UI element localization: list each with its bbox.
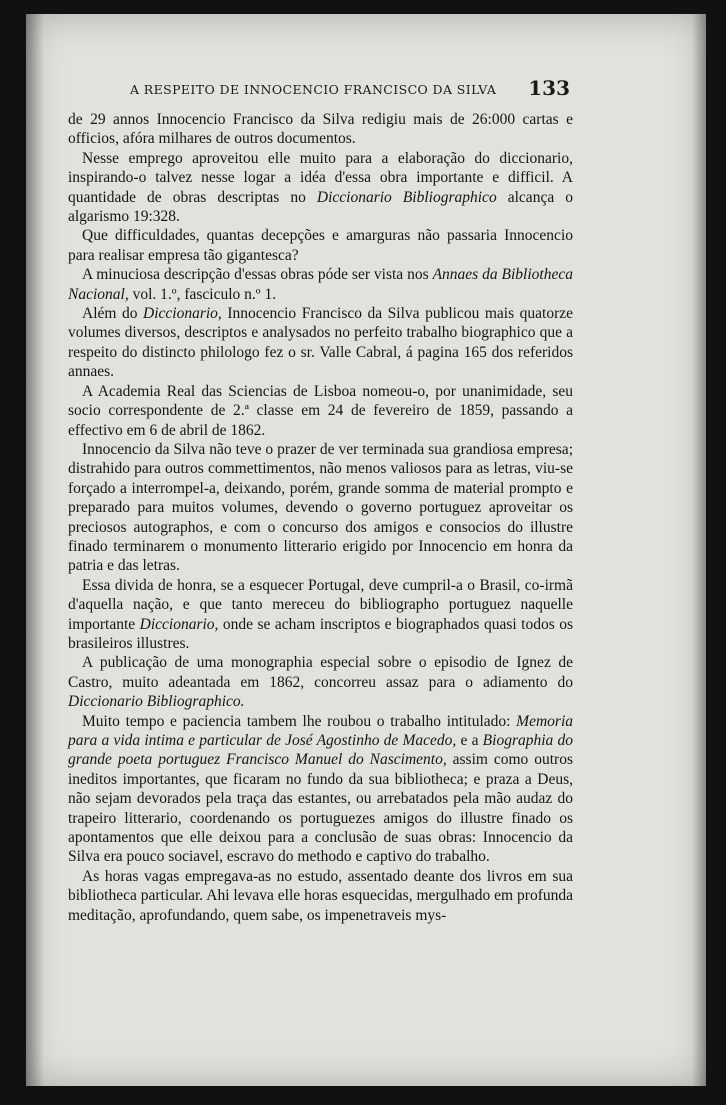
italic-title: Diccionario Bibliographico <box>316 188 497 206</box>
italic-title: Annaes da Bibliotheca Nacional, <box>68 266 573 303</box>
paragraph <box>68 382 573 440</box>
paragraph <box>68 867 573 925</box>
text-run: onde se acham inscriptos e biographados quasi todos os brasileiros illustres. <box>68 615 573 652</box>
text-run: As horas vagas empregava-as no estudo, assentado deante dos livros em sua bibliotheca particular. Ahi levava elle horas esquecidas, mergulhado em profunda meditação, aprofundando, quem sabe, os impenetraveis mys- <box>68 867 573 924</box>
paragraph <box>68 110 573 149</box>
text-run: e a <box>456 732 483 749</box>
paragraph <box>68 265 573 304</box>
text-run: vol. 1.º, fasciculo n.º 1. <box>128 285 277 303</box>
paragraph <box>68 226 573 265</box>
text-run: Além do <box>82 305 144 323</box>
text-run: assim como outros ineditos importantes, que ficaram no fundo da sua bibliotheca; e praza a Deus, não sejam devorados pela traça das estantes, ou arrebatados pela mão audaz do trapeiro litterario, coordenando os portuguezes amigos do illustre finado os apontamentos que elle deixou para a conclusão de suas obras: Innocencio da Silva era pouco sociavel, escravo do methodo e captivo do trabalho. <box>68 751 573 866</box>
paragraph <box>68 576 573 654</box>
page-header <box>130 76 570 100</box>
text-run: de 29 annos Innocencio Francisco da Silva redigiu mais de 26:000 cartas e officios, afóra milhares de outros documentos. <box>68 111 573 148</box>
text-run: A publicação de uma monographia especial sobre o episodio de Ignez de Castro, muito adeantada em 1862, concorreu assaz para o adiamento do <box>68 654 573 691</box>
italic-title: Diccionario, <box>143 305 222 323</box>
text-run: Innocencio da Silva não teve o prazer de ver terminada sua grandiosa empresa; distrahido para outros commettimentos, não menos valiosos para as letras, viu-se forçado a interrompel-a, deixando, porém, grande somma de material prompto e preparado para muitos volumes, devendo o governo portuguez aproveitar os preciosos autographos, e com o concurso dos amigos e consocios do illustre finado terminarem o monumento litterario erigido por Innocencio em honra da patria e das letras. <box>68 440 573 575</box>
running-title: A RESPEITO DE INNOCENCIO FRANCISCO DA SILVA <box>130 82 497 97</box>
italic-title: Diccionario, <box>139 615 219 633</box>
text-run: Nesse emprego aproveitou elle muito para a elaboração do diccionario, inspirando-o talvez nesse logar a idéa d'essa obra importante e difficil. A quantidade de obras descriptas no <box>68 149 573 206</box>
text-run: Innocencio Francisco da Silva publicou mais quatorze volumes diversos, descriptos e analysados no perfeito trabalho biographico que a respeito do distincto philologo fez o sr. Valle Cabral, á pagina 165 dos referidos annaes. <box>68 305 574 381</box>
italic-title: Diccionario Bibliographico. <box>68 693 245 711</box>
paragraph <box>68 653 573 711</box>
text-run: A minuciosa descripção d'essas obras póde ser vista nos <box>82 266 433 284</box>
page-number: 133 <box>528 76 570 100</box>
italic-title: Memoria para a vida intima e particular de José Agostinho de Macedo, <box>68 712 573 749</box>
paragraph <box>68 304 573 382</box>
text-run: Essa divida de honra, se a esquecer Portugal, deve cumpril-a o Brasil, co-irmã d'aquella nação, e que tanto mereceu do bibliographo portuguez naquelle importante <box>68 576 573 633</box>
paragraph <box>68 149 573 227</box>
body-text <box>68 110 573 925</box>
paragraph <box>68 712 573 867</box>
page-edge-shadow-right <box>692 14 706 1086</box>
text-run: Que difficuldades, quantas decepções e amarguras não passaria Innocencio para realisar empresa tão gigantesca? <box>68 227 573 264</box>
text-run: Muito tempo e paciencia tambem lhe roubou o trabalho intitulado: <box>82 712 517 730</box>
paragraph <box>68 440 573 576</box>
italic-title: Biographia do grande poeta portuguez Francisco Manuel do Nascimento, <box>68 732 573 769</box>
text-run: A Academia Real das Sciencias de Lisboa nomeou-o, por unanimidade, seu socio correspondente de 2.ª classe em 24 de fevereiro de 1859, passando a effectivo em 6 de abril de 1862. <box>68 382 573 439</box>
text-run: alcança o algarismo 19:328. <box>68 188 573 226</box>
page-edge-shadow-left <box>26 14 44 1086</box>
